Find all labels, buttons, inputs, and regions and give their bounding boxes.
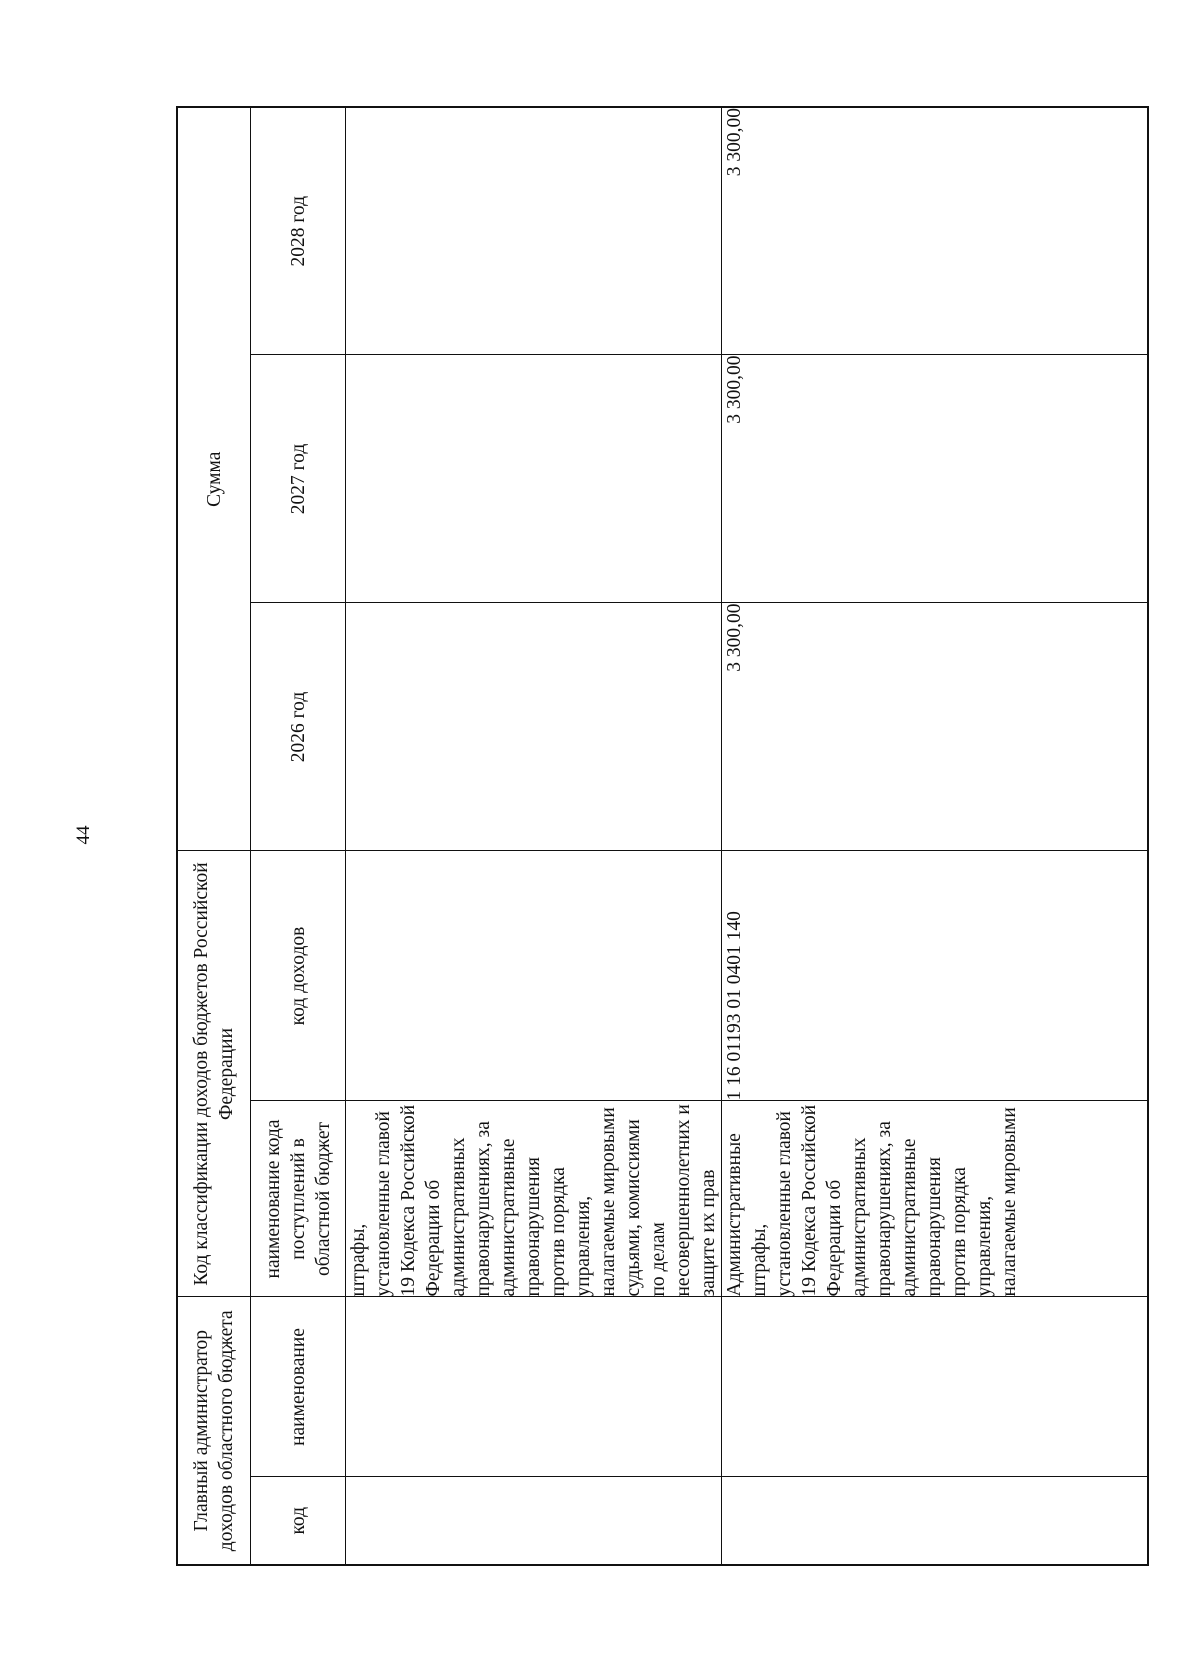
header-2027: 2027 год [251, 355, 346, 603]
header-classification-group: Код классификации доходов бюджетов Российской Федерации [177, 851, 251, 1297]
row-admin-name [346, 1297, 722, 1477]
header-income-code: код доходов [251, 851, 346, 1101]
row-admin-name [722, 1297, 1149, 1477]
row-2028: 3 300,00 [722, 107, 1149, 355]
table-row [346, 107, 722, 1565]
table-row [722, 107, 1149, 1565]
row-income-name [722, 1101, 1149, 1297]
header-admin-name: наименование [251, 1297, 346, 1477]
row-income-code: 1 16 01193 01 0401 140 [722, 851, 1149, 1101]
income-name-text: Административные штрафы, установленные главой 19 Кодекса Российской Федерации об административных правонарушениях, за административные правонарушения против порядка управления, налагаемые мировыми [724, 1104, 1020, 1297]
header-2028: 2028 год [251, 107, 346, 355]
header-code: код [251, 1477, 346, 1565]
page-number: 44 [73, 825, 94, 845]
header-sum-group: Сумма [177, 107, 251, 851]
row-2026 [346, 603, 722, 851]
header-admin-group: Главный администратор доходов областного бюджета [177, 1297, 251, 1565]
budget-revenue-table [176, 106, 1149, 1566]
rotated-table-wrapper [176, 108, 1119, 1566]
row-2027: 3 300,00 [722, 355, 1149, 603]
income-name-text: штрафы, установленные главой 19 Кодекса Российской Федерации об административных правонарушениях, за административные правонарушения против порядка управления, налагаемые мировыми судьями, комиссиями по делам несовершеннолетних и защите их прав [348, 1104, 719, 1297]
row-2027 [346, 355, 722, 603]
row-code [346, 1477, 722, 1565]
row-income-name [346, 1101, 722, 1297]
row-income-code [346, 851, 722, 1101]
row-code [722, 1477, 1149, 1565]
header-2026: 2026 год [251, 603, 346, 851]
header-income-name: наименование кода поступлений в областной бюджет [251, 1101, 346, 1297]
header-row-groups [177, 107, 251, 1565]
row-2026: 3 300,00 [722, 603, 1149, 851]
row-2028 [346, 107, 722, 355]
header-row-columns [251, 107, 346, 1565]
